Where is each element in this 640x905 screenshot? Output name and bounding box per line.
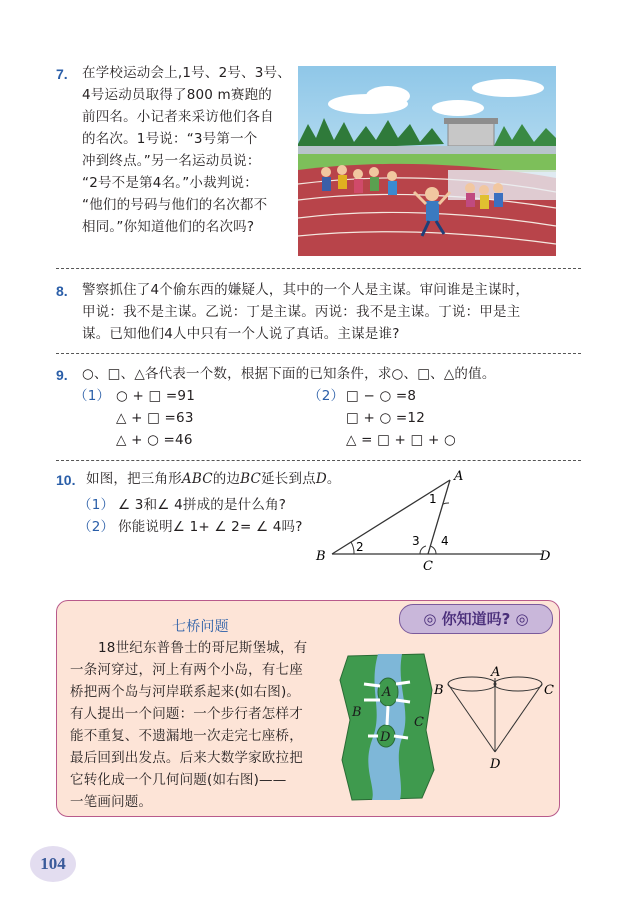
q10-sub1: ∠ 3和∠ 4拼成的是什么角? [118,497,287,513]
q9-number: 9. [56,367,68,383]
graph-label-d: D [490,757,501,772]
q10-label-abc: ABC [181,471,213,487]
q10-intro-text: 的边 [212,471,241,487]
map-label-c: C [414,715,424,730]
divider [56,268,581,269]
angle-1-label: 1 [429,492,437,506]
map-label-d: D [380,730,391,745]
point-c-label: C [423,559,433,574]
q8-line: 警察抓住了4个偷东西的嫌疑人，其中的一个人是主谋。审问谁是主谋时， [82,282,530,298]
q7-line: “他们的号码与他们的名次都不 [82,197,268,213]
q9-eq: △ = □ + □ + ○ [346,432,456,448]
graph-label-a: A [491,665,501,680]
q9-part1-label: （1） [74,388,111,404]
q9-eq: ○ + □ =91 [116,388,196,404]
know-line: 一条河穿过，河上有两个小岛，有七座 [70,662,303,678]
q9-eq: □ − ○ =8 [346,388,417,404]
angle-4-label: 4 [441,534,449,548]
did-you-know-tag: ◎ 你知道吗? ◎ [399,604,553,634]
euler-graph [430,664,560,774]
q7-line: 冲到终点。”另一名运动员说： [82,153,261,169]
q10-intro [86,468,341,490]
seven-bridges-title: 七桥问题 [172,619,229,635]
angle-2-label: 2 [356,540,364,554]
q9-eq: □ + ○ =12 [346,410,426,426]
know-line: 有人提出一个问题：一个步行者怎样才 [70,706,303,722]
q10-intro-text: 如图，把三角形 [86,471,182,487]
q10-sub2-label: （2） [78,519,115,535]
know-line: 最后回到出发点。后来大数学家欧拉把 [70,750,303,766]
konigsberg-map [338,650,438,802]
map-label-a: A [382,685,392,700]
q7-line: 在学校运动会上,1号、2号、3号、 [82,65,291,81]
know-line: 它转化成一个几何问题(如右图)—— [70,772,287,788]
point-b-label: B [316,549,326,564]
q8-number: 8. [56,283,68,299]
q10-sub1-label: （1） [78,497,115,513]
q10-label-d: D [315,471,327,487]
point-d-label: D [540,549,551,564]
q10-label-bc: BC [240,471,262,487]
q10-intro-text: 。 [326,471,341,487]
know-line: 18世纪东普鲁士的哥尼斯堡城，有 [98,640,308,656]
q9-intro: ○、□、△各代表一个数，根据下面的已知条件，求○、□、△的值。 [82,366,496,382]
map-label-b: B [352,705,362,720]
point-a-label: A [454,469,464,484]
race-illustration [298,66,556,256]
q7-line: 4号运动员取得了800 m赛跑的 [82,87,272,103]
divider [56,460,581,461]
graph-label-b: B [434,683,444,698]
q10-sub2: 你能说明∠ 1+ ∠ 2= ∠ 4吗? [118,519,303,535]
q8-line: 谋。已知他们4人中只有一个人说了真话。主谋是谁? [82,326,400,342]
q7-line: 相同。”你知道他们的名次吗? [82,219,255,235]
q7-line: “2号不是第4名。”小裁判说： [82,175,258,191]
page-number: 104 [30,846,76,882]
q9-eq: △ + ○ =46 [116,432,193,448]
know-line: 能不重复、不遗漏地一次走完七座桥， [70,728,303,744]
q10-number: 10. [56,472,76,488]
know-line: 一笔画问题。 [70,794,153,810]
q9-part2-label: （2） [308,388,345,404]
graph-label-c: C [544,683,554,698]
q8-line: 甲说：我不是主谋。乙说：丁是主谋。丙说：我不是主谋。丁说：甲是主 [82,304,521,320]
q7-number: 7. [56,66,68,82]
angle-3-label: 3 [412,534,420,548]
q7-line: 的名次。1号说：“3号第一个 [82,131,258,147]
q9-eq: △ + □ =63 [116,410,194,426]
triangle-figure [310,466,560,576]
divider [56,353,581,354]
q10-intro-text: 延长到点 [261,471,316,487]
know-line: 桥把两个岛与河岸联系起来(如右图)。 [70,684,301,700]
q7-line: 前四名。小记者来采访他们各自 [82,109,274,125]
